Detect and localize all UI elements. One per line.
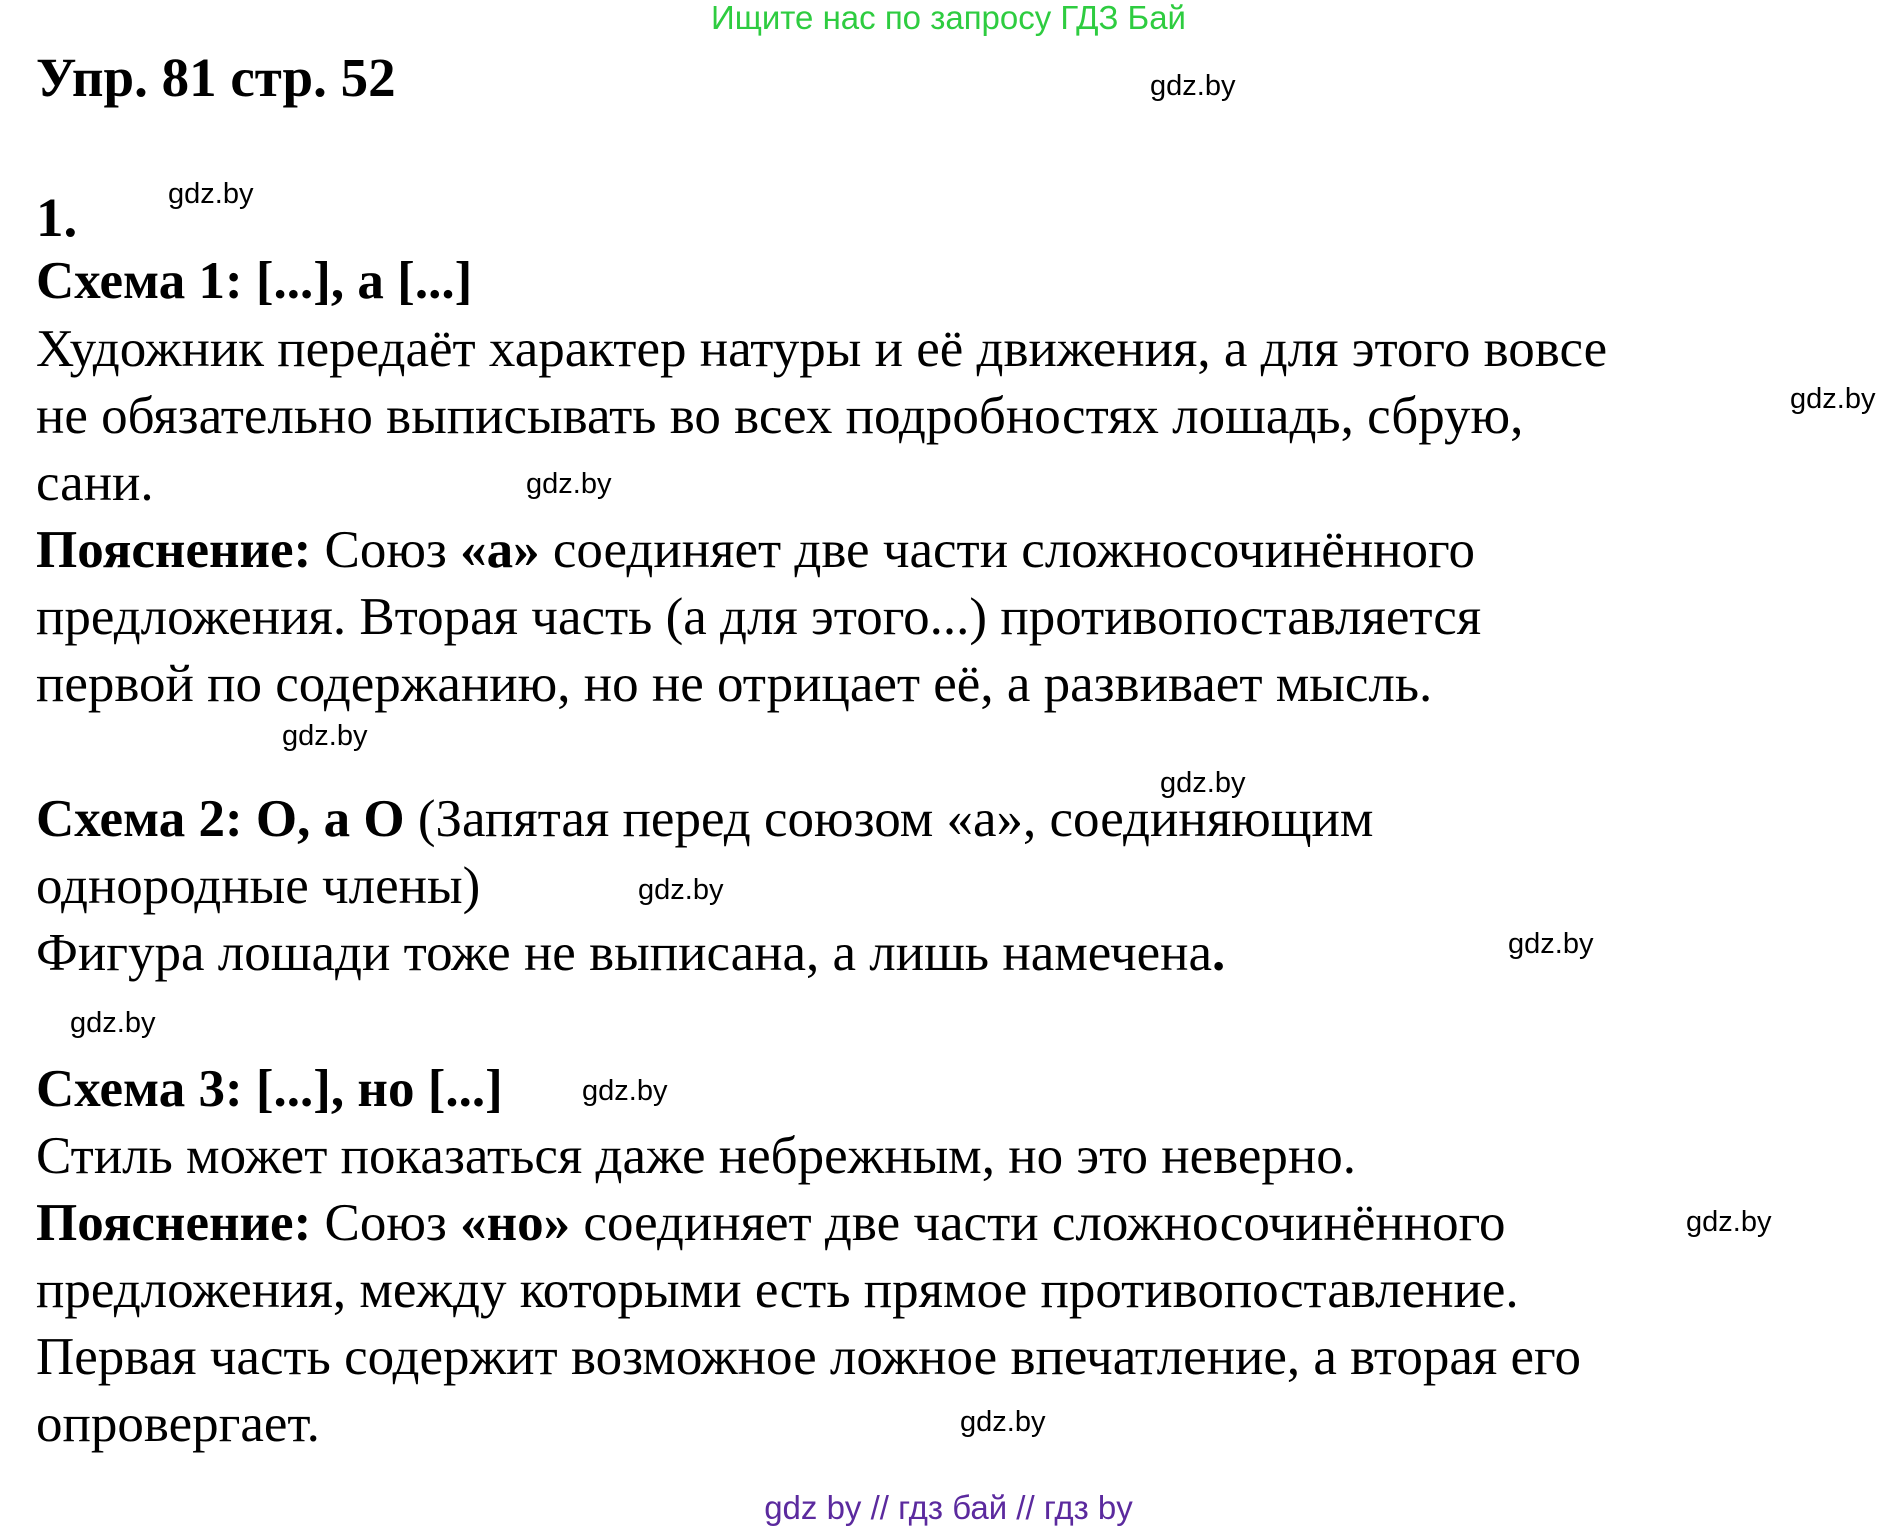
scheme3-explanation-line-2: предложения, между которыми есть прямое противопоставление. (36, 1261, 1519, 1319)
watermark: gdz.by (1790, 383, 1876, 415)
scheme2-sentence-end: . (1212, 924, 1226, 982)
task-number: 1. (36, 187, 78, 248)
exercise-title-main: Упр. 81 стр (36, 47, 314, 108)
scheme3-explanation-text-c: соединяет две части сложносочинённого (570, 1194, 1506, 1252)
scheme1-explanation-line-2: предложения. Вторая часть (а для этого...) противопоставляется (36, 588, 1482, 646)
scheme3-explanation-line-3: Первая часть содержит возможное ложное впечатление, а вторая его (36, 1328, 1581, 1386)
top-banner: Ищите нас по запросу ГДЗ Бай (711, 0, 1186, 36)
watermark: gdz.by (960, 1406, 1046, 1438)
scheme3-label: Схема 3: [...], но [...] (36, 1060, 503, 1118)
scheme2-note-line-2: однородные члены) (36, 857, 481, 915)
scheme1-label: Схема 1: [...], а [...] (36, 252, 473, 310)
watermark: gdz.by (1686, 1206, 1772, 1238)
scheme3-explanation-line-1 (36, 1192, 1506, 1254)
exercise-title-page: . 52 (313, 47, 396, 108)
watermark: gdz.by (638, 874, 724, 906)
footer-links: gdz by // гдз бай // гдз by (764, 1489, 1133, 1526)
scheme3-explanation-text-a: Союз (311, 1194, 461, 1252)
exercise-title (36, 48, 396, 108)
scheme1-explanation-label: Пояснение: (36, 521, 312, 579)
watermark: gdz.by (282, 720, 368, 752)
watermark: gdz.by (582, 1075, 668, 1107)
watermark: gdz.by (168, 178, 254, 210)
scheme1-line-2: не обязательно выписывать во всех подробностях лошадь, сбрую, (36, 387, 1524, 445)
scheme1-explanation-text-a: Союз (311, 521, 461, 579)
scheme1-explanation-line-3: первой по содержанию, но не отрицает её, а развивает мысль. (36, 655, 1433, 713)
scheme3-sentence: Стиль может показаться даже небрежным, но это неверно. (36, 1127, 1357, 1185)
scheme1-explanation-text-c: соединяет две части сложносочинённого (539, 521, 1475, 579)
scheme3-explanation-label: Пояснение: (36, 1194, 312, 1252)
watermark: gdz.by (70, 1007, 156, 1039)
scheme2-label: Схема 2: O, а O (36, 790, 405, 848)
scheme3-conjunction: «но» (460, 1194, 571, 1252)
scheme2-note-line-1: (Запятая перед союзом «а», соединяющим (404, 790, 1374, 848)
scheme1-explanation-line-1 (36, 519, 1475, 581)
scheme2-sentence (36, 922, 1225, 984)
scheme1-line-1: Художник передаёт характер натуры и её движения, а для этого вовсе (36, 320, 1608, 378)
watermark: gdz.by (1150, 70, 1236, 102)
scheme3-explanation-line-4: опровергает. (36, 1395, 320, 1453)
scheme2-sentence-text: Фигура лошади тоже не выписана, а лишь намечена (36, 924, 1213, 982)
watermark: gdz.by (1508, 928, 1594, 960)
watermark: gdz.by (526, 468, 612, 500)
scheme1-conjunction: «а» (460, 521, 540, 579)
scheme1-line-3: сани. (36, 454, 154, 512)
watermark: gdz.by (1160, 767, 1246, 799)
